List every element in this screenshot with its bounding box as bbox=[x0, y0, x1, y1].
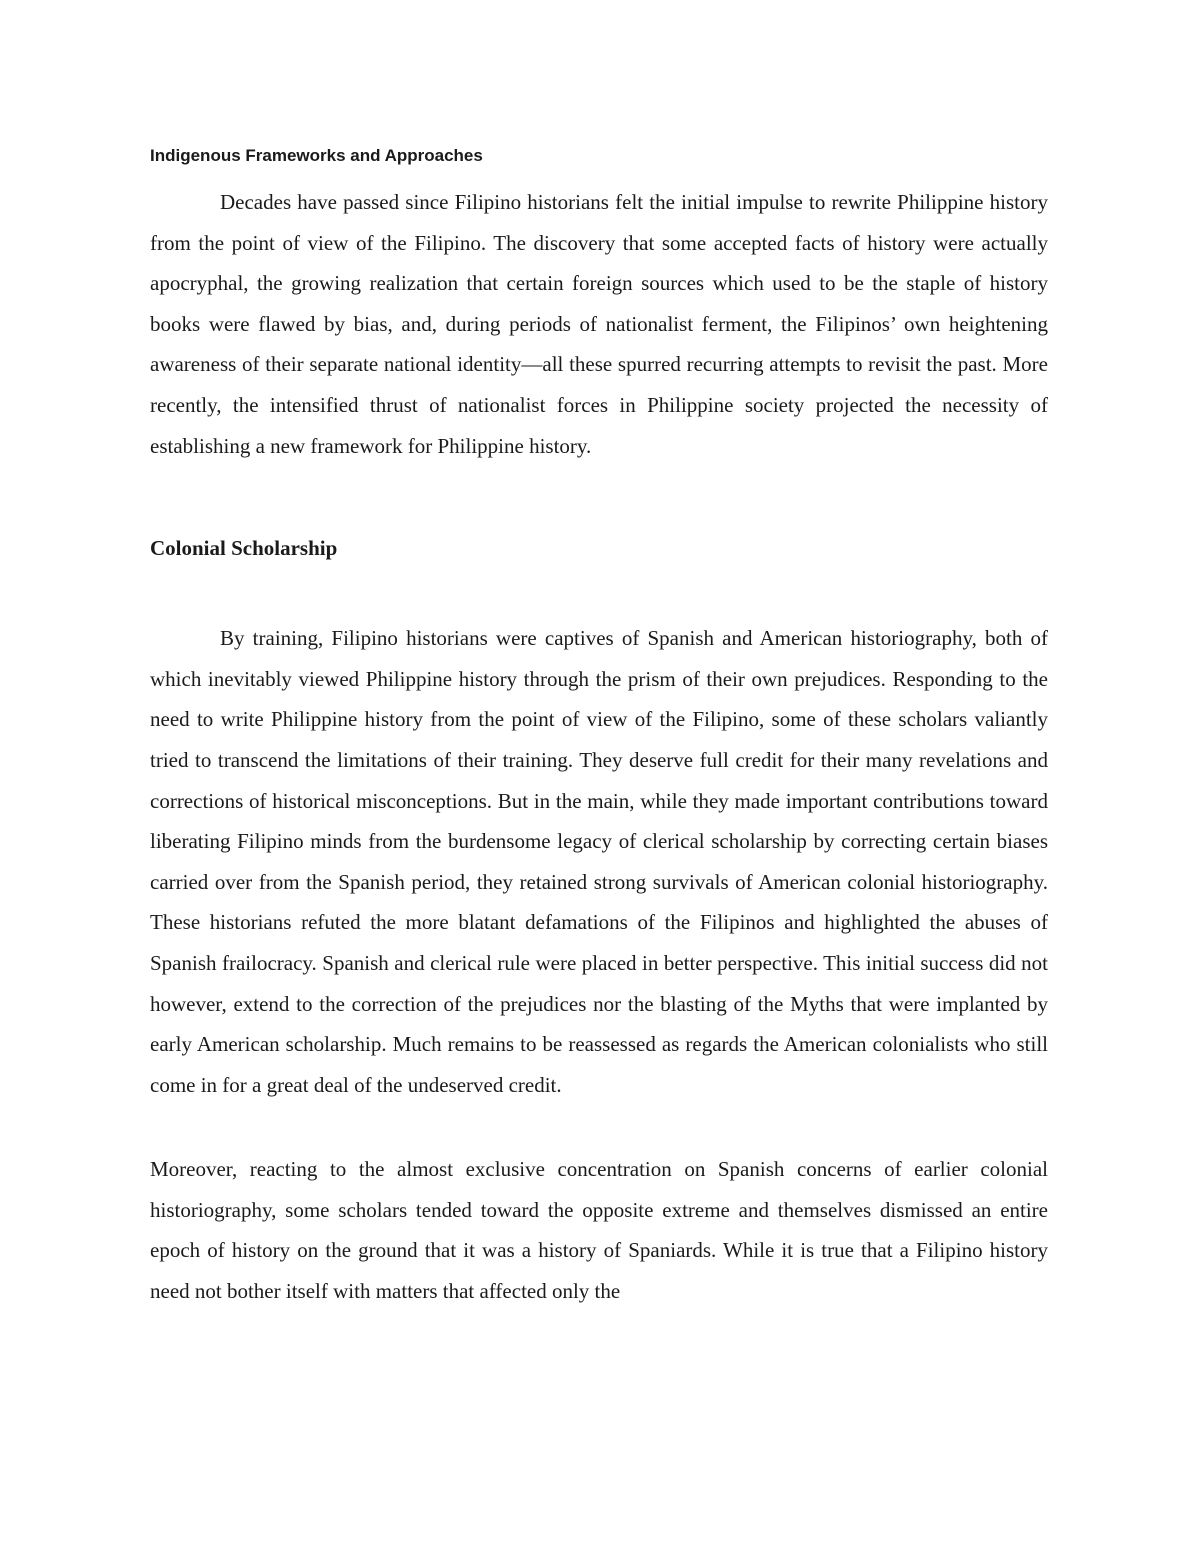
section-heading-indigenous-frameworks: Indigenous Frameworks and Approaches bbox=[150, 146, 483, 165]
document-content bbox=[150, 142, 1048, 1312]
section-heading-colonial-scholarship: Colonial Scholarship bbox=[150, 536, 338, 561]
paragraph-intro: Decades have passed since Filipino historians felt the initial impulse to rewrite Philippine history from the point of view of the Filipino. The discovery that some accepted facts of history were actually apocryphal, the growing realization that certain foreign sources which used to be the staple of history books were flawed by bias, and, during periods of nationalist ferment, the Filipinos’ own heightening awareness of their separate national identity—all these spurred recurring attempts to revisit the past. More recently, the intensified thrust of nationalist forces in Philippine society projected the necessity of establishing a new framework for Philippine history. bbox=[150, 190, 1048, 458]
paragraph-moreover: Moreover, reacting to the almost exclusive concentration on Spanish concerns of earlier colonial historiography, some scholars tended toward the opposite extreme and themselves dismissed an entire epoch of history on the ground that it was a history of Spaniards. While it is true that a Filipino history need not bother itself with matters that affected only the bbox=[150, 1157, 1048, 1304]
paragraph-colonial-scholarship: By training, Filipino historians were captives of Spanish and American historiography, both of which inevitably viewed Philippine history through the prism of their own prejudices. Responding to the need to write Philippine history from the point of view of the Filipino, some of these scholars valiantly tried to transcend the limitations of their training. They deserve full credit for their many revelations and corrections of historical misconceptions. But in the main, while they made important contributions toward liberating Filipino minds from the burdensome legacy of clerical scholarship by correcting certain biases carried over from the Spanish period, they retained strong survivals of American colonial historiography. These historians refuted the more blatant defamations of the Filipinos and highlighted the abuses of Spanish frailocracy. Spanish and clerical rule were placed in better perspective. This initial success did not however, extend to the correction of the prejudices nor the blasting of the Myths that were implanted by early American scholarship. Much remains to be reassessed as regards the American colonialists who still come in for a great deal of the undeserved credit. bbox=[150, 626, 1048, 1097]
